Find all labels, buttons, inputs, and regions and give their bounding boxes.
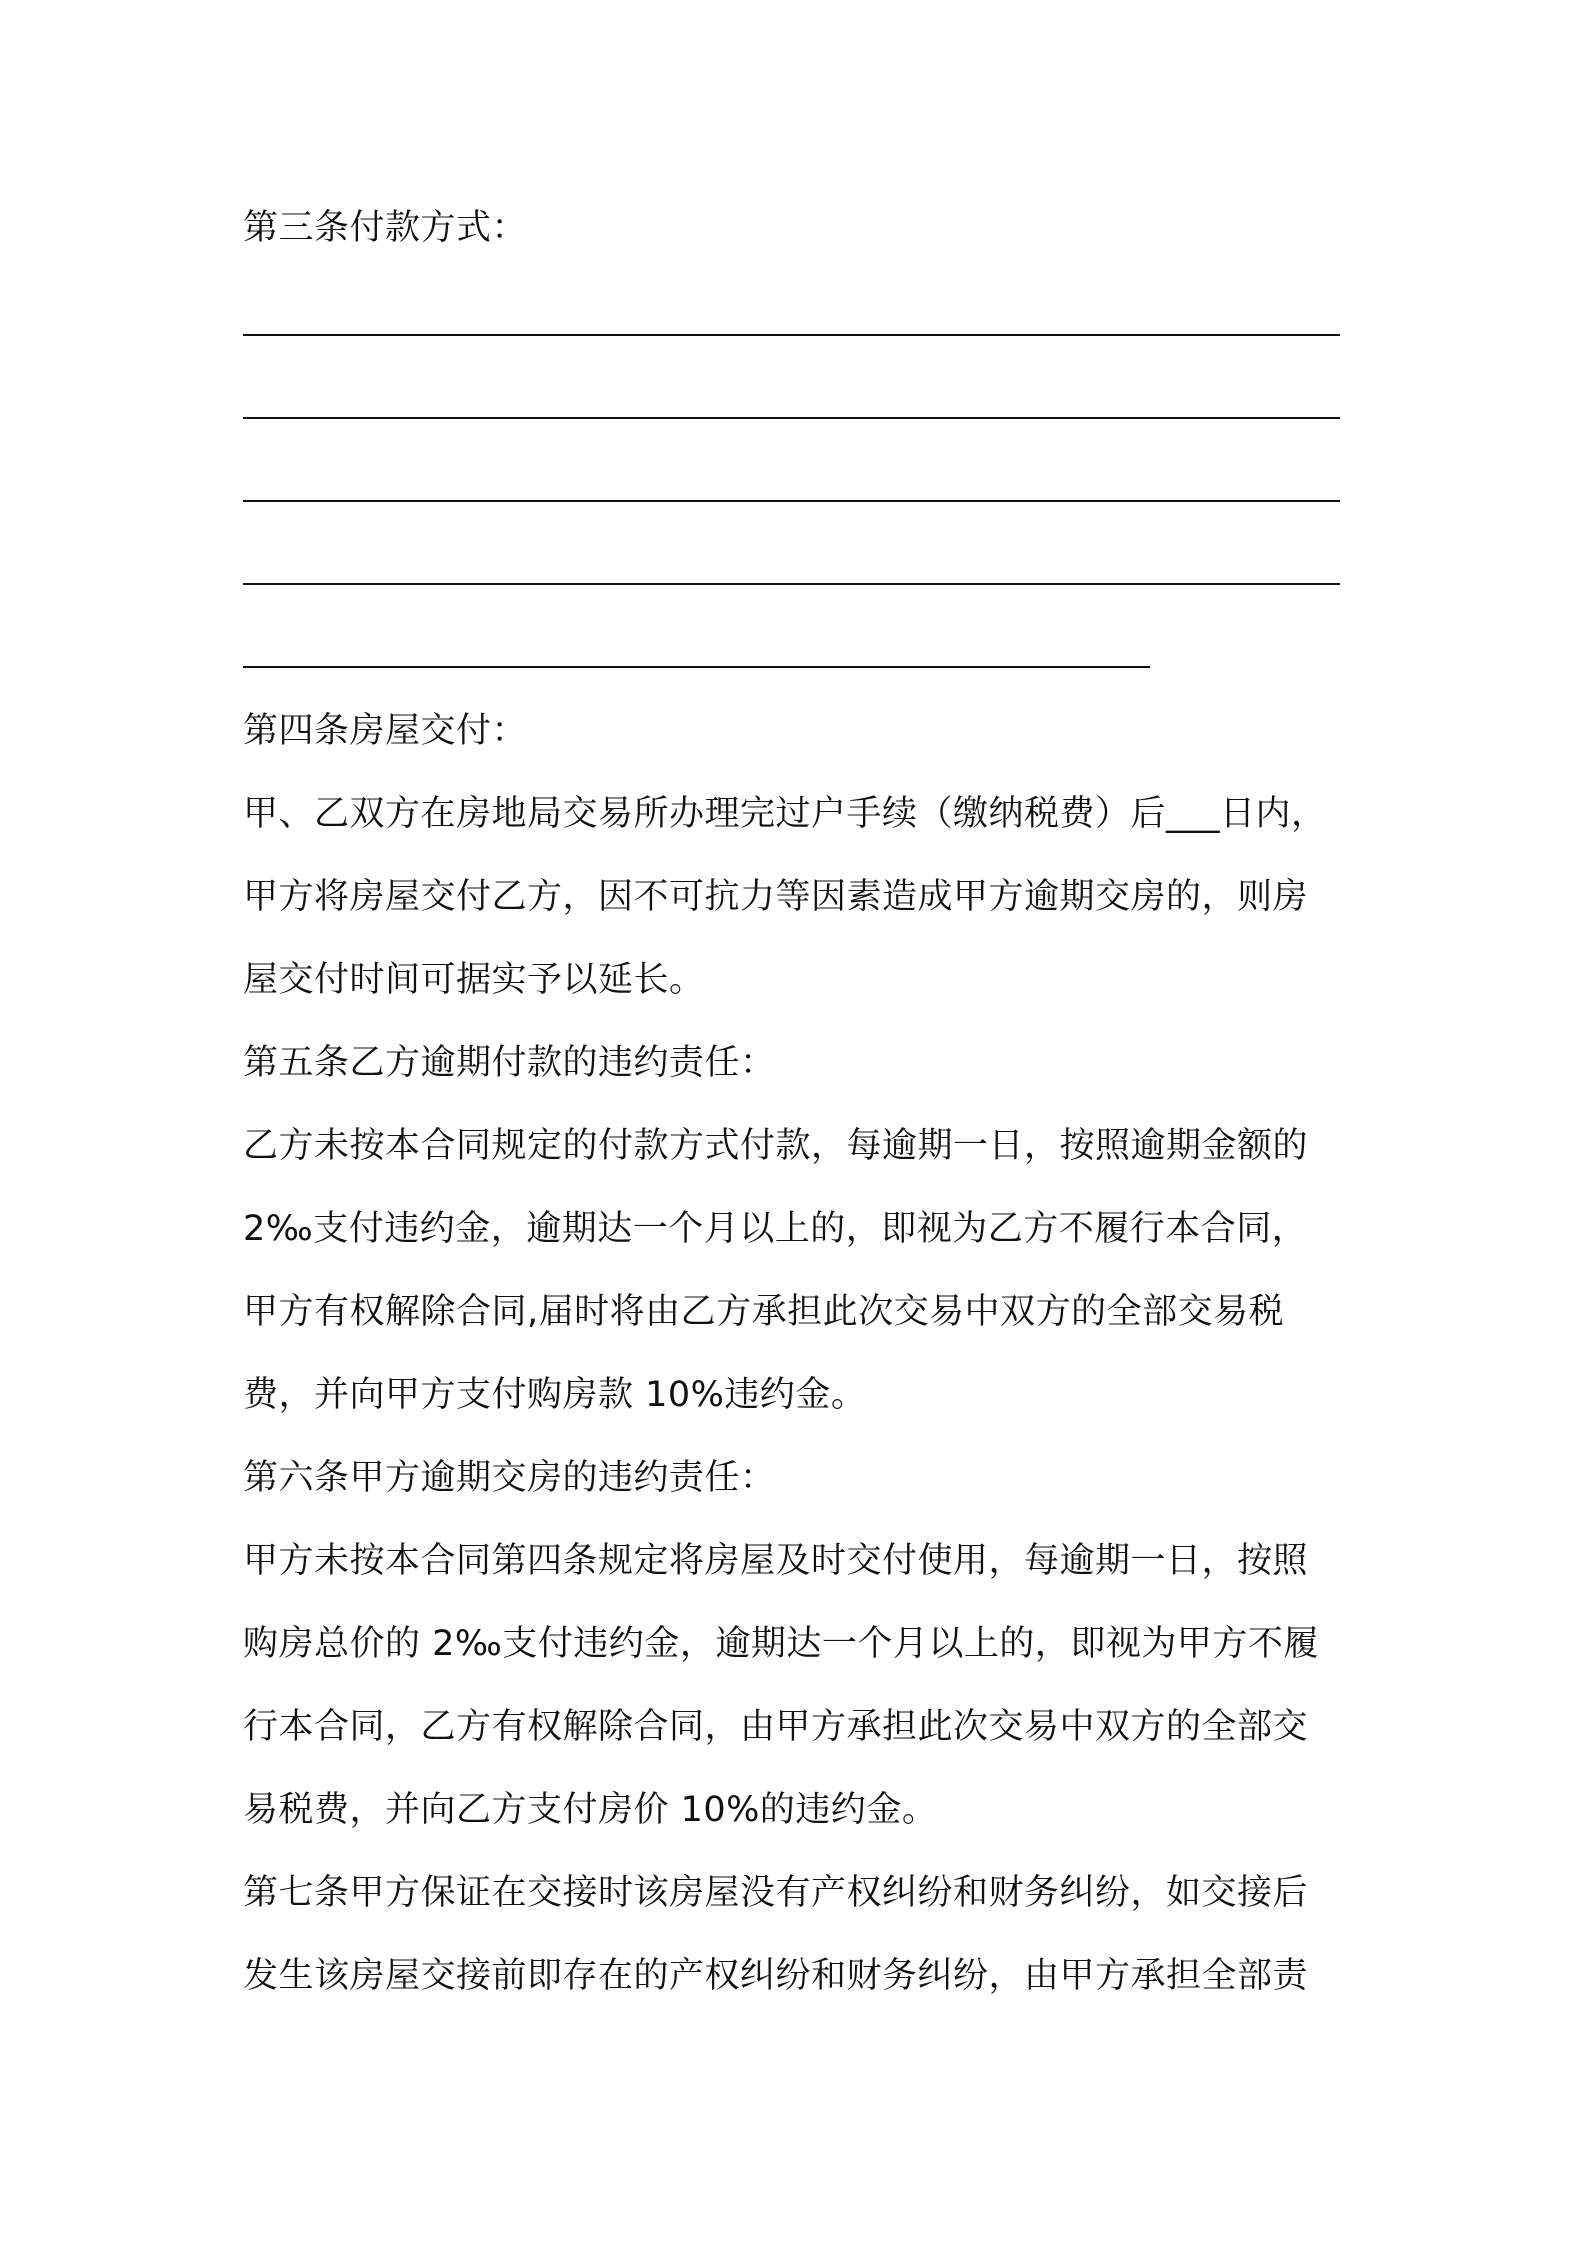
- section-6-heading: 第六条甲方逾期交房的违约责任：: [243, 1458, 776, 1498]
- section-4-text-line-3: 屋交付时间可据实予以延长。: [243, 960, 705, 1000]
- section-5-heading: 第五条乙方逾期付款的违约责任：: [243, 1043, 776, 1083]
- section-5-text-line-2: 2‰支付违约金，逾期达一个月以上的，即视为乙方不履行本合同，: [243, 1209, 1308, 1249]
- section-6-text-line-4: 易税费，并向乙方支付房价 10%的违约金。: [243, 1790, 938, 1830]
- payment-blank-line-4: [243, 583, 1340, 585]
- section-4-text-line-1: 甲、乙双方在房地局交易所办理完过户手续（缴纳税费）后___日内，: [243, 794, 1327, 834]
- payment-blank-line-5: [243, 666, 1150, 668]
- section-5-text-line-4: 费，并向甲方支付购房款 10%违约金。: [243, 1375, 867, 1415]
- section-5-text-line-3: 甲方有权解除合同,届时将由乙方承担此次交易中双方的全部交易税: [243, 1292, 1285, 1332]
- section-6-text-line-3: 行本合同，乙方有权解除合同，由甲方承担此次交易中双方的全部交: [243, 1707, 1309, 1747]
- section-4-heading: 第四条房屋交付：: [243, 711, 528, 751]
- section-5-text-line-1: 乙方未按本合同规定的付款方式付款，每逾期一日，按照逾期金额的: [243, 1126, 1309, 1166]
- section-6-text-line-2: 购房总价的 2‰支付违约金，逾期达一个月以上的，即视为甲方不履: [243, 1624, 1319, 1664]
- section-6-text-line-1: 甲方未按本合同第四条规定将房屋及时交付使用，每逾期一日，按照: [243, 1541, 1309, 1581]
- payment-blank-line-2: [243, 417, 1340, 419]
- payment-blank-line-1: [243, 334, 1340, 336]
- section-7-text-line-1: 第七条甲方保证在交接时该房屋没有产权纠纷和财务纠纷，如交接后: [243, 1873, 1309, 1913]
- section-3-heading: 第三条付款方式：: [243, 208, 528, 248]
- payment-blank-line-3: [243, 500, 1340, 502]
- section-4-text-line-2: 甲方将房屋交付乙方，因不可抗力等因素造成甲方逾期交房的，则房: [243, 877, 1309, 917]
- section-7-text-line-2: 发生该房屋交接前即存在的产权纠纷和财务纠纷，由甲方承担全部责: [243, 1956, 1309, 1996]
